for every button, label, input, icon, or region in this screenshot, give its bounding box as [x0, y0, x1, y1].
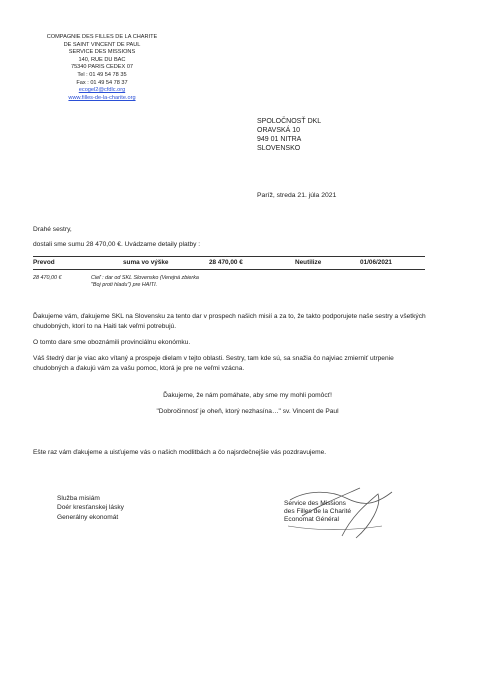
- sender-line: Tel : 01 49 54 78 35: [77, 71, 127, 78]
- signature-block: [57, 494, 124, 522]
- signature-line: Generálny ekonomát: [57, 513, 119, 521]
- greeting: Drahé sestry,: [33, 226, 72, 233]
- col-date: 01/06/2021: [360, 259, 392, 266]
- recipient-address: [257, 117, 321, 153]
- col-amount: 28 470,00 €: [209, 259, 243, 266]
- recipient-line: SPOLOČNOSŤ DKL: [257, 118, 322, 125]
- payment-table-header: [33, 256, 425, 270]
- col-transfer: Prevod: [33, 259, 55, 266]
- signature-line: Služba misiám: [57, 495, 100, 502]
- intro-text: dostali sme sumu 28 470,00 €. Uvádzame detaily platby :: [33, 241, 201, 248]
- sender-line: SERVICE DES MISSIONS: [68, 49, 136, 56]
- payment-table-row: [33, 273, 425, 297]
- stamp-line: Economat Général: [284, 516, 339, 523]
- recipient-line: ORAVSKÁ 10: [257, 127, 301, 134]
- thanks-line: Ďakujeme, že nám pomáhate, aby sme my mohli pomôcť!: [163, 392, 332, 399]
- letter-date: Paríž, streda 21. júla 2021: [257, 192, 337, 199]
- closing-paragraph: Ešte raz vám ďakujeme a uisťujeme vás o našich modlitbách a čo najsrdečnejšie vás pozdravujeme.: [33, 449, 327, 456]
- col-status: Neutilize: [295, 259, 322, 266]
- signature-line: Doér kresťanskej lásky: [57, 504, 124, 512]
- paragraph-thanks: Ďakujeme vám, ďakujeme SKL na Slovensku za tento dar v prospech našich misií a za to, že takto podporujete naše sestry a všetkých chudobných, ktorí to na Haiti tak veľmi potrebujú.: [33, 313, 426, 330]
- col-amount-label: suma vo výške: [123, 259, 169, 266]
- sender-line: DE SAINT VINCENT DE PAUL: [63, 41, 141, 48]
- recipient-line: SLOVENSKO: [257, 145, 301, 152]
- sender-line: COMPAGNIE DES FILLES DE LA CHARITE: [46, 34, 158, 40]
- stamp-line: des Filles de la Charité: [284, 508, 352, 515]
- row-description-1: Cieľ : dar od SKL Slovensko (Verejná zbierka: [91, 275, 199, 281]
- row-description-2: "Boj proti hladu") pre HAITI.: [91, 282, 158, 288]
- quote-line: "Dobročinnosť je oheň, ktorý nezhasína…" sv. Vincent de Paul: [156, 408, 339, 415]
- sender-address: [22, 34, 182, 102]
- official-stamp: [284, 500, 351, 524]
- sender-website-link[interactable]: www.filles-de-la-charite.org: [68, 94, 136, 101]
- stamp-line: Service des Missions: [284, 500, 346, 507]
- sender-line: 140, RUE DU BAC: [78, 56, 126, 63]
- sender-line: Fax : 01 49 54 78 37: [76, 79, 128, 86]
- row-amount: 28 470,00 €: [33, 275, 62, 281]
- recipient-line: 949 01 NITRA: [257, 136, 302, 143]
- paragraph-gift: Váš štedrý dar je viac ako vítaný a prospeje dielam v tejto oblasti. Sestry, tam kde sú, sa snažia čo najviac zmierniť utrpenie chudobných a ďakujú vám za vašu pomoc, ktorá je pre ne veľmi vzácna.: [33, 355, 394, 372]
- paragraph-info: O tomto dare sme oboznámili provinciálnu ekonómku.: [33, 339, 191, 346]
- sender-line: 75340 PARIS CEDEX 07: [70, 64, 134, 71]
- sender-email-link[interactable]: ecogel2@cfdlc.org: [78, 87, 126, 94]
